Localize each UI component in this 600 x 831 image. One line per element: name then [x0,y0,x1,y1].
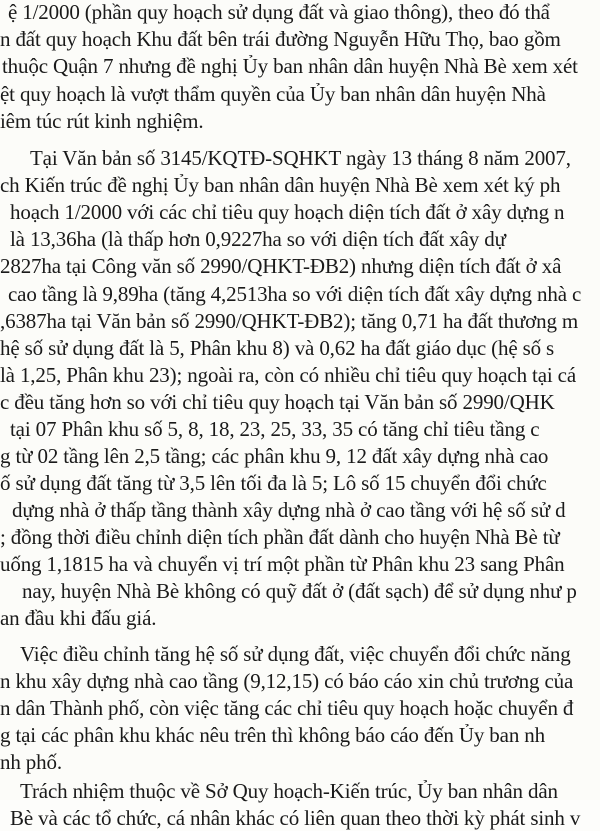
text-line: Bè và các tổ chức, cá nhân khác có liên quan theo thời kỳ phát sinh v [10,806,581,830]
text-line: thuộc Quận 7 nhưng đề nghị Ủy ban nhân dân huyện Nhà Bè xem xét [2,54,578,78]
text-line: cao tầng là 9,89ha (tăng 4,2513ha so với diện tích đất xây dựng nhà c [8,282,582,306]
text-line: hệ số sử dụng đất là 5, Phân khu 8) và 0,62 ha đất giáo dục (hệ số s [0,336,555,360]
text-line: là 13,36ha (là thấp hơn 0,9227ha so với diện tích đất xây dự [10,227,506,251]
text-line: ; đồng thời điều chỉnh diện tích phần đất dành cho huyện Nhà Bè từ [0,525,560,549]
text-line: nh phố. [0,750,62,774]
text-line: nay, huyện Nhà Bè không có quỹ đất ở (đất sạch) để sử dụng như p [22,579,577,603]
text-line: g tại các phân khu khác nêu trên thì không báo cáo đến Ủy ban nh [0,723,545,747]
text-line: Việc điều chỉnh tăng hệ số sử dụng đất, việc chuyển đổi chức năng [20,642,571,666]
text-line: ố sử dụng đất tăng từ 3,5 lên tối đa là 5; Lô số 15 chuyển đổi chức [0,471,547,495]
text-line: tại 07 Phân khu số 5, 8, 18, 23, 25, 33, 35 có tăng chỉ tiêu tầng c [10,417,540,441]
text-line: hoạch 1/2000 với các chỉ tiêu quy hoạch diện tích đất ở xây dựng n [10,200,565,224]
text-line: an đầu khi đấu giá. [0,606,157,630]
text-line: ệt quy hoạch là vượt thẩm quyền của Ủy ban nhân dân huyện Nhà [0,82,546,106]
text-line: iêm túc rút kinh nghiệm. [0,109,204,133]
text-line: ệ 1/2000 (phần quy hoạch sử dụng đất và giao thông), theo đó thẩ [8,0,550,24]
text-line: n dân Thành phố, còn việc tăng các chỉ tiêu quy hoạch hoặc chuyển đ [0,696,574,720]
text-line: n đất quy hoạch Khu đất bên trái đường Nguyễn Hữu Thọ, bao gồm [0,27,561,51]
text-line: ,6387ha tại Văn bản số 2990/QHKT-ĐB2); tăng 0,71 ha đất thương m [0,309,579,333]
text-line: c đều tăng hơn so với chỉ tiêu quy hoạch tại Văn bản số 2990/QHK [0,390,555,414]
text-line: 2827ha tại Công văn số 2990/QHKT-ĐB2) nhưng diện tích đất ở xâ [0,254,562,278]
text-line: dựng nhà ở thấp tầng thành xây dựng nhà ở cao tầng với hệ số sử d [12,498,566,522]
text-line: là 1,25, Phân khu 23); ngoài ra, còn có nhiều chỉ tiêu quy hoạch tại cá [0,363,577,387]
text-line: Tại Văn bản số 3145/KQTĐ-SQHKT ngày 13 tháng 8 năm 2007, [30,146,571,170]
text-line: g từ 02 tầng lên 2,5 tầng; các phân khu 9, 12 đất xây dựng nhà cao [0,444,549,468]
text-line: uống 1,1815 ha và chuyển vị trí một phần từ Phân khu 23 sang Phân [0,552,565,576]
text-line: n khu xây dựng nhà cao tầng (9,12,15) có báo cáo xin chủ trương của [0,669,574,693]
text-line: ch Kiến trúc đề nghị Ủy ban nhân dân huyện Nhà Bè xem xét ký ph [0,173,561,197]
text-line: Trách nhiệm thuộc về Sở Quy hoạch-Kiến trúc, Ủy ban nhân dân [20,779,558,803]
